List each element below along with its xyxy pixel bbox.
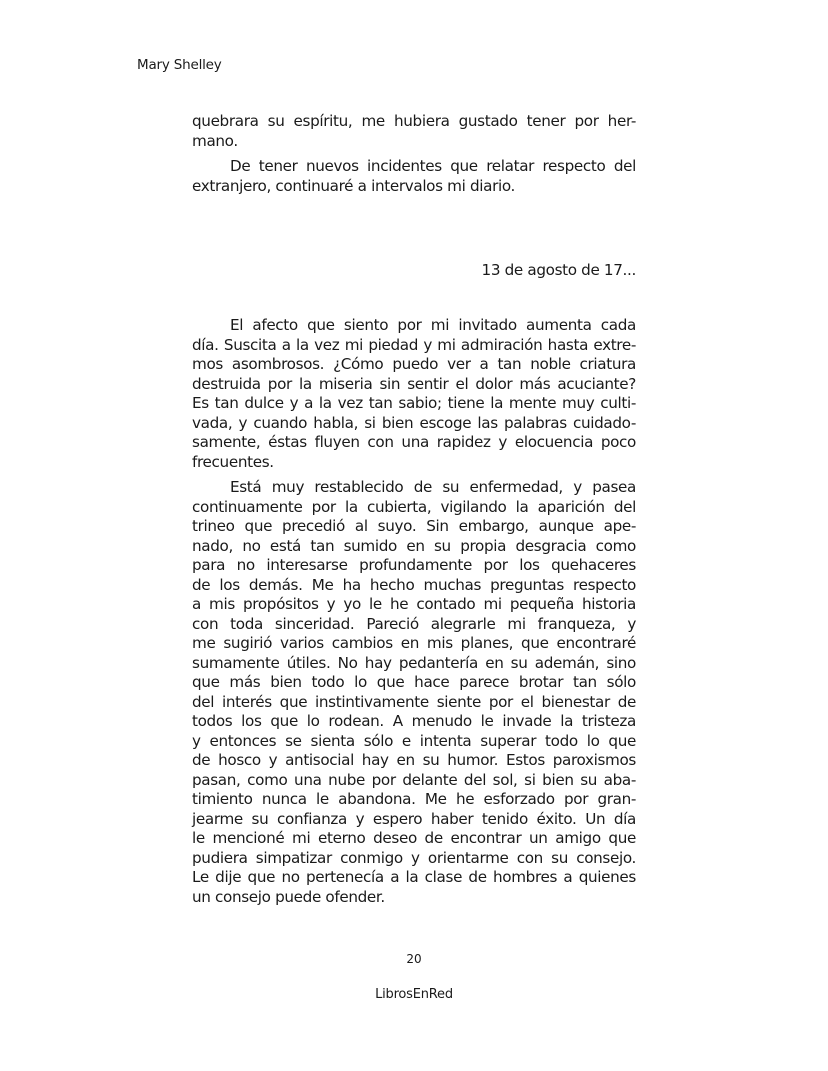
text-line: para no interesarse profundamente por los quehaceres xyxy=(192,556,636,574)
text-line: nado, no está tan sumido en su propia desgracia como xyxy=(192,536,636,555)
text-line: sumamente útiles. No hay pedantería en su ademán, sino xyxy=(192,653,636,672)
text-line: trineo que precedió al suyo. Sin embargo, aunque ape- xyxy=(192,517,636,535)
running-head-author: Mary Shelley xyxy=(137,57,222,73)
paragraph xyxy=(192,316,636,472)
text-line: con toda sinceridad. Pareció alegrarle mi franqueza, y xyxy=(192,614,636,633)
text-line: quebrara su espíritu, me hubiera gustado tener por her- xyxy=(192,112,636,130)
text-line: mos asombrosos. ¿Cómo puedo ver a tan noble criatura xyxy=(192,355,636,373)
text-line: pasan, como una nube por delante del sol, si bien su aba- xyxy=(192,770,636,789)
diary-entry xyxy=(192,316,636,913)
text-line: mano. xyxy=(192,131,238,150)
text-line: extranjero, continuaré a intervalos mi diario. xyxy=(192,176,515,195)
text-line: Está muy restablecido de su enfermedad, y pasea xyxy=(230,478,636,496)
text-line: le mencioné mi eterno deseo de encontrar un amigo que xyxy=(192,829,636,847)
text-line: del interés que instintivamente siente por el bienestar de xyxy=(192,692,636,711)
publisher-name: LibrosEnRed xyxy=(375,987,453,1002)
text-line: que más bien todo lo que hace parece brotar tan sólo xyxy=(192,673,636,691)
text-line: Le dije que no pertenecía a la clase de hombres a quienes xyxy=(192,868,636,886)
text-line: Es tan dulce y a la vez tan sabio; tiene la mente muy culti- xyxy=(192,394,636,412)
paragraph xyxy=(192,478,636,907)
text-line: todos los que lo rodean. A menudo le invade la tristeza xyxy=(192,712,636,730)
page-number: 20 xyxy=(406,952,422,966)
text-line: un consejo puede ofender. xyxy=(192,887,385,906)
text-line: a mis propósitos y yo le he contado mi pequeña historia xyxy=(192,595,636,613)
text-line: De tener nuevos incidentes que relatar respecto del xyxy=(230,157,636,175)
text-line: me sugirió varios cambios en mis planes, que encontraré xyxy=(192,634,636,652)
text-line: frecuentes. xyxy=(192,452,274,471)
paragraph xyxy=(192,157,636,196)
text-line: de los demás. Me ha hecho muchas preguntas respecto xyxy=(192,575,636,594)
text-line: samente, éstas fluyen con una rapidez y elocuencia poco xyxy=(192,433,636,451)
text-line: jearme su confianza y espero haber tenido éxito. Un día xyxy=(192,809,636,828)
text-line: de hosco y antisocial hay en su humor. Estos paroxismos xyxy=(192,751,636,769)
text-line: vada, y cuando habla, si bien escoge las palabras cuidado- xyxy=(192,413,636,432)
text-line: día. Suscita a la vez mi piedad y mi admiración hasta extre- xyxy=(192,335,636,354)
text-line: timiento nunca le abandona. Me he esforzado por gran- xyxy=(192,790,636,808)
paragraph xyxy=(192,112,636,151)
continuation-text xyxy=(192,112,636,202)
entry-date: 13 de agosto de 17... xyxy=(481,261,636,279)
text-line: pudiera simpatizar conmigo y orientarme con su consejo. xyxy=(192,848,636,867)
text-line: y entonces se sienta sólo e intenta superar todo lo que xyxy=(192,731,636,750)
text-line: destruida por la miseria sin sentir el dolor más acuciante? xyxy=(192,374,636,393)
text-line: El afecto que siento por mi invitado aumenta cada xyxy=(230,316,636,334)
text-line: continuamente por la cubierta, vigilando la aparición del xyxy=(192,497,636,516)
